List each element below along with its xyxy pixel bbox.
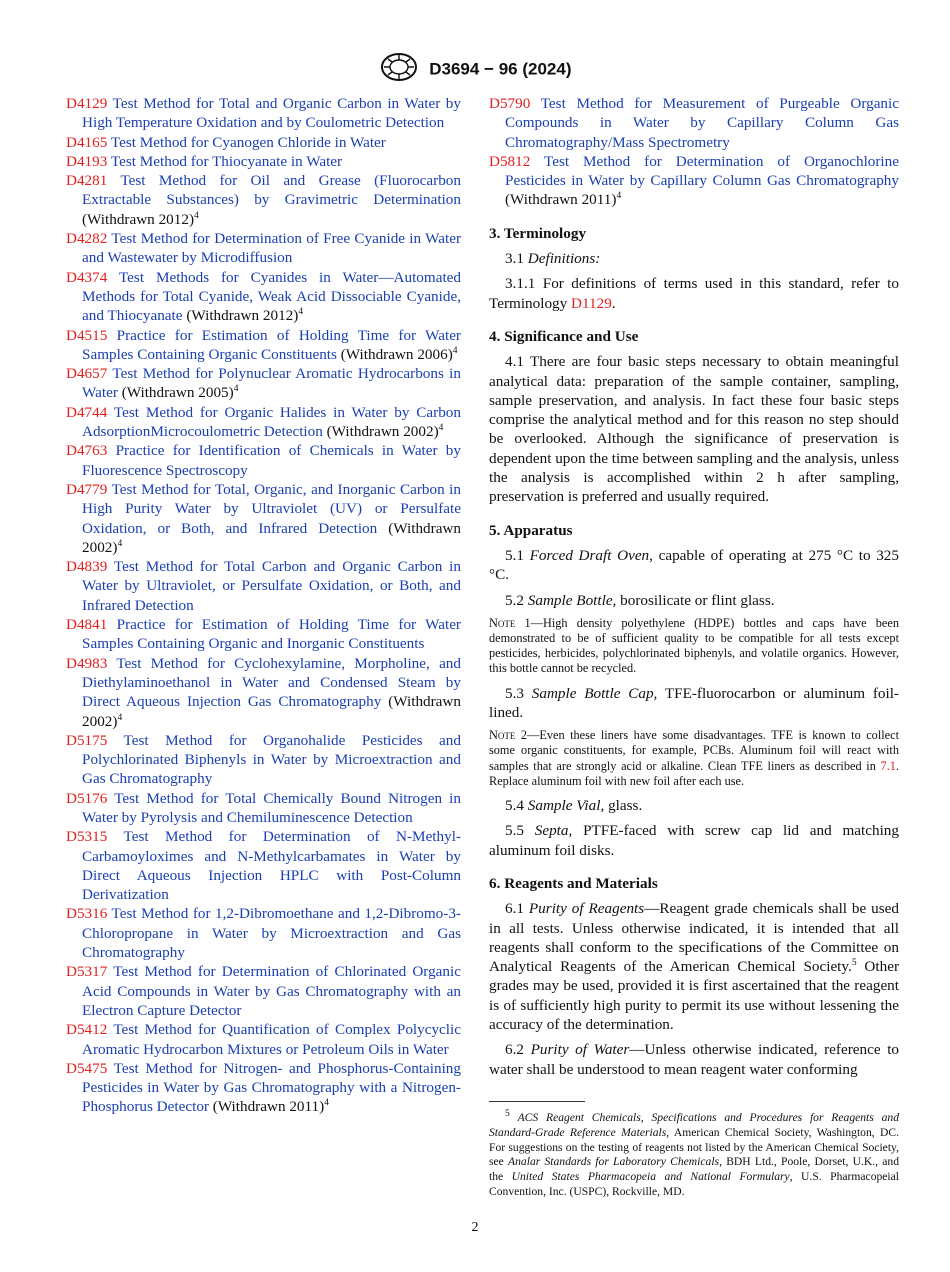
reference-code-link[interactable]: D5790: [489, 95, 531, 112]
reference-code-link[interactable]: D4657: [66, 365, 108, 383]
footnote-ref: 4: [194, 210, 199, 221]
section-7-1-link[interactable]: 7.1: [880, 758, 896, 773]
reference-item: [66, 171, 461, 229]
reference-title-link[interactable]: Test Method for Cyclohexylamine, Morpholine, and Diethylaminoethanol in Water and Condensed Steam by Direct Aqueous Injection Gas Chromatography: [82, 654, 461, 711]
reference-title-link[interactable]: Test Method for Determination of Free Cyanide in Water and Wastewater by Microdiffusion: [82, 230, 461, 267]
section-3-heading: 3. Terminology: [489, 224, 587, 242]
reference-list-continued: [489, 94, 899, 210]
section-6-heading: 6. Reagents and Materials: [489, 874, 658, 892]
reference-item: [66, 94, 461, 133]
paragraph-5-5: 5.5 Septa, PTFE-faced with screw cap lid and matching aluminum foil disks.: [489, 822, 899, 859]
reference-item: [66, 827, 461, 904]
reference-title-link[interactable]: Test Method for Determination of N-Methyl-Carbamoyloximes and N-Methylcarbamates in Water by Direct Aqueous Injection HPLC with Post-Column Derivatization: [82, 828, 461, 904]
footnote-ref: 4: [452, 345, 458, 356]
reference-code-link[interactable]: D4281: [66, 172, 108, 190]
reference-title-link[interactable]: Test Method for Organic Halides in Water by Carbon AdsorptionMicrocoulometric Detection: [82, 403, 461, 441]
reference-code-link[interactable]: D4841: [66, 616, 108, 634]
reference-code-link[interactable]: D4193: [66, 152, 108, 170]
footnote-ref-5: 5: [851, 958, 857, 969]
reference-item: [66, 962, 461, 1020]
astm-logo-icon: [379, 52, 419, 87]
footnote-ref: 4: [117, 538, 123, 549]
reference-title-link[interactable]: Test Method for Measurement of Purgeable Organic Compounds in Water by Capillary Column Gas Chromatography/Mass Spectrometry: [505, 95, 899, 151]
reference-status: (Withdrawn 2005): [121, 384, 234, 402]
reference-code-link[interactable]: D5315: [66, 828, 108, 846]
reference-title-link[interactable]: Test Method for Determination of Organochlorine Pesticides in Water by Capillary Column Gas Chromatography: [505, 152, 899, 190]
reference-item: [66, 1059, 461, 1117]
reference-item: [66, 133, 461, 152]
reference-item: [66, 480, 461, 557]
reference-status: (Withdrawn 2011): [505, 191, 617, 209]
reference-item: [66, 904, 461, 962]
reference-status: (Withdrawn 2012): [186, 307, 299, 325]
reference-item: [66, 557, 461, 615]
footnote-ref: 4: [324, 1098, 329, 1109]
reference-title-link[interactable]: Practice for Estimation of Holding Time for Water Samples Containing Organic Constituents: [82, 326, 461, 363]
paragraph-5-4: 5.4 Sample Vial, glass.: [505, 797, 643, 815]
footnote-ref: 4: [233, 384, 239, 395]
note-1: Note 1—High density polyethylene (HDPE) bottles and caps have been demonstrated to be of sufficient quality to be compatible for all tests except pesticides, herbicides, polychlorinated biphenyls, and volatile organics. However, this bottle cannot be recycled.: [489, 615, 899, 676]
reference-title-link[interactable]: Practice for Estimation of Holding Time for Water Samples Containing Organic and Inorganic Constituents: [82, 616, 461, 653]
reference-item: [66, 268, 461, 326]
page-header: [0, 52, 950, 87]
reference-status: (Withdrawn 2002): [326, 423, 439, 441]
reference-item: [66, 615, 461, 654]
reference-item: [66, 229, 461, 268]
reference-item: [66, 1020, 461, 1059]
reference-code-link[interactable]: D5316: [66, 905, 108, 923]
reference-item: [66, 654, 461, 731]
reference-item: [489, 94, 899, 152]
reference-code-link[interactable]: D5175: [66, 731, 108, 749]
paragraph-3-1-1: 3.1.1 For definitions of terms used in this standard, refer to Terminology D1129.: [489, 275, 899, 312]
footnote-ref: 4: [117, 712, 123, 723]
reference-item: [66, 731, 461, 789]
paragraph-4-1: 4.1 There are four basic steps necessary to obtain meaningful analytical data: preparation of the sample container, sampling, sample preservation, and analysis. In fact these four basic steps comprise the analytical method and for this reason no step should be overlooked. Although the significance of preservation is dependent upon the time between sampling and the analysis, unless the analysis is accomplished within 2 h after sampling, preservation is preferred and usually required.: [489, 353, 899, 506]
reference-title-link[interactable]: Test Method for Cyanogen Chloride in Water: [110, 133, 386, 151]
reference-item: [66, 326, 461, 365]
reference-title-link[interactable]: Test Method for Quantification of Complex Polycyclic Aromatic Hydrocarbon Mixtures or Petroleum Oils in Water: [82, 1021, 461, 1058]
reference-code-link[interactable]: D4839: [66, 558, 108, 576]
footnote-ref: 4: [438, 422, 444, 433]
reference-item: [66, 152, 461, 171]
reference-title-link[interactable]: Test Method for Total Chemically Bound Nitrogen in Water by Pyrolysis and Chemiluminescence Detection: [82, 789, 461, 826]
reference-title-link[interactable]: Test Method for Total Carbon and Organic Carbon in Water by Ultraviolet, or Persulfate Oxidation, or Both, and Infrared Detection: [82, 558, 461, 614]
paragraph-6-1: 6.1 Purity of Reagents—Reagent grade chemicals shall be used in all tests. Unless otherwise indicated, it is intended that all reagents shall conform to the specifications of the Committee on Analytical Reagents of the American Chemical Society.$^5$ Other grades may be used, provided it is first ascertained that the reagent is of sufficiently high purity to permit its use without lessening the accuracy of the determination.: [489, 900, 900, 1034]
reference-code-link[interactable]: D5812: [489, 152, 531, 170]
reference-code-link[interactable]: D5412: [66, 1021, 108, 1039]
reference-title-link[interactable]: Test Method for 1,2-Dibromoethane and 1,2-Dibromo-3-Chloropropane in Water by Microextraction and Gas Chromatography: [82, 905, 461, 962]
paragraph-5-1: 5.1 Forced Draft Oven, capable of operating at 275 °C to 325 °C.: [489, 546, 899, 584]
footnote-divider: [489, 1101, 585, 1102]
page-number: 2: [471, 1220, 479, 1235]
reference-title-link[interactable]: Test Method for Polynuclear Aromatic Hydrocarbons in Water: [82, 365, 461, 402]
footnote-5: $^5$ ACS Reagent Chemicals, Specifications and Procedures for Reagents and Standard-Grade Reference Materials, American Chemical Society, Washington, DC. For suggestions on the testing of reagents not listed by the American Chemical Society, see Analar Standards for Laboratory Chemicals, BDH Ltd., Poole, Dorset, U.K., and the United States Pharmacopeia and National Formulary, U.S. Pharmacopeial Convention, Inc. (USPC), Rockville, MD.: [489, 1109, 900, 1198]
reference-item: [489, 152, 899, 210]
section-5-heading: 5. Apparatus: [489, 521, 573, 539]
reference-code-link[interactable]: D4165: [66, 133, 108, 151]
reference-code-link[interactable]: D4779: [66, 480, 108, 498]
paragraph-6-2: 6.2 Purity of Water—Unless otherwise indicated, reference to water shall be understood to mean reagent water conforming: [489, 1041, 900, 1078]
reference-code-link[interactable]: D4763: [66, 442, 108, 460]
reference-item: [66, 441, 461, 480]
reference-title-link[interactable]: Test Method for Total, Organic, and Inorganic Carbon in High Purity Water by Ultraviolet (UV) or Persulfate Oxidation, or Both, and Infrared Detection: [82, 480, 461, 537]
reference-title-link[interactable]: Test Method for Oil and Grease (Fluorocarbon Extractable Substances) by Gravimetric Determination: [82, 172, 461, 209]
reference-title-link[interactable]: Practice for Identification of Chemicals in Water by Fluorescence Spectroscopy: [82, 442, 461, 479]
reference-status: (Withdrawn 2012): [82, 210, 194, 228]
document-designation: D3694 − 96 (2024): [429, 59, 572, 79]
right-column: [489, 94, 899, 1200]
reference-title-link[interactable]: Test Methods for Cyanides in Water—Automated Methods for Total Cyanide, Weak Acid Dissociable Cyanide, and Thiocyanate: [82, 268, 461, 325]
reference-status: (Withdrawn 2011): [212, 1098, 325, 1116]
reference-code-link[interactable]: D5475: [66, 1059, 108, 1077]
reference-code-link[interactable]: D5176: [66, 789, 108, 807]
reference-code-link[interactable]: D4129: [66, 95, 108, 112]
left-column: [66, 94, 461, 1117]
reference-status: (Withdrawn 2002): [82, 519, 462, 556]
reference-item: [66, 364, 461, 403]
reference-title-link[interactable]: Test Method for Total and Organic Carbon in Water by High Temperature Oxidation and by Coulometric Detection: [82, 95, 461, 132]
note-2: Note 2—Even these liners have some disadvantages. TFE is known to collect some organic constituents, for example, PCBs. Aluminum foil will react with samples that are strongly acid or alkaline. Clean TFE liners as described in 7.1. Replace aluminum foil with new foil after each use.: [489, 728, 900, 788]
reference-status: (Withdrawn 2006): [340, 345, 453, 363]
reference-title-link[interactable]: Test Method for Determination of Chlorinated Organic Acid Compounds in Water by Gas Chromatography with an Electron Capture Detector: [82, 963, 461, 1019]
reference-title-link[interactable]: Test Method for Organohalide Pesticides and Polychlorinated Biphenyls in Water by Microextraction and Gas Chromatography: [82, 731, 461, 788]
footnote-ref: 4: [298, 307, 304, 318]
footnote-ref: 4: [616, 191, 622, 202]
section-4-heading: 4. Significance and Use: [489, 327, 639, 345]
reference-item: [66, 403, 461, 442]
reference-status: (Withdrawn 2002): [82, 693, 461, 730]
reference-code-link[interactable]: D4744: [66, 403, 108, 421]
paragraph-3-1: 3.1 Definitions:: [505, 250, 601, 268]
paragraph-5-2: 5.2 Sample Bottle, borosilicate or flint glass.: [505, 591, 775, 609]
reference-code-link[interactable]: D4515: [66, 326, 108, 344]
terminology-d1129-link[interactable]: D1129: [571, 294, 612, 312]
reference-code-link[interactable]: D4983: [66, 654, 108, 672]
reference-code-link[interactable]: D4282: [66, 230, 108, 248]
paragraph-5-3: 5.3 Sample Bottle Cap, TFE-fluorocarbon or aluminum foil-lined.: [489, 684, 899, 721]
reference-title-link[interactable]: Test Method for Thiocyanate in Water: [110, 152, 343, 170]
reference-code-link[interactable]: D4374: [66, 268, 108, 286]
reference-item: [66, 789, 461, 828]
reference-title-link[interactable]: Test Method for Nitrogen- and Phosphorus-Containing Pesticides in Water by Gas Chromatography with a Nitrogen-Phosphorus Detector: [82, 1059, 461, 1116]
reference-code-link[interactable]: D5317: [66, 963, 108, 981]
